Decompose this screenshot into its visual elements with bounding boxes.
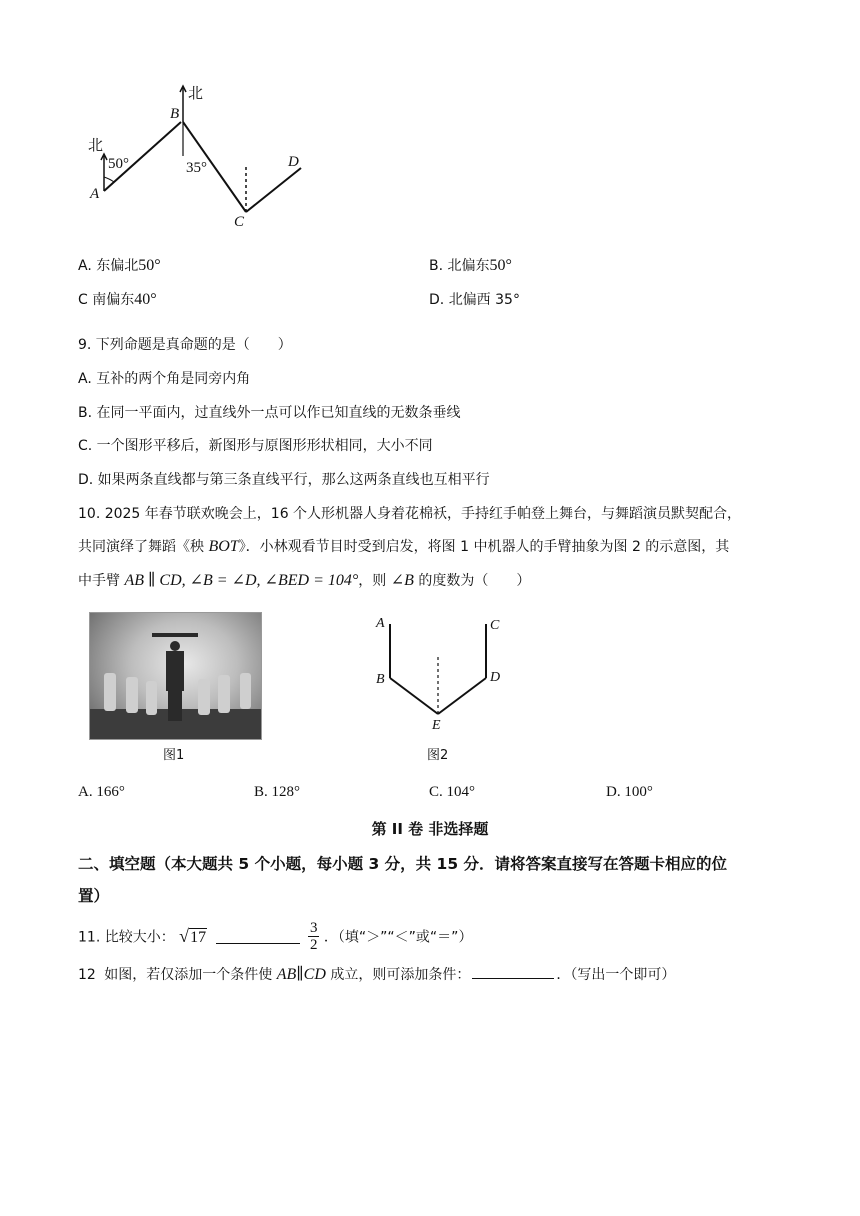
option-letter: C	[78, 292, 88, 308]
q8-option-d[interactable]	[429, 289, 520, 309]
point-label-d: D	[490, 670, 501, 685]
q9-option-d[interactable]: D. 如果两条直线都与第三条直线平行，那么这两条直线也互相平行	[78, 472, 490, 488]
option-letter: A.	[78, 258, 92, 274]
q10-line-3-pre: 中手臂	[78, 573, 125, 589]
fraction	[308, 920, 320, 953]
angle-label-b: 35°	[186, 160, 207, 176]
point-label-c: C	[234, 214, 245, 230]
q12-post: ．（写出一个即可）	[556, 967, 676, 983]
segment-ed	[438, 678, 486, 714]
q10-line-3	[78, 570, 530, 590]
q9-option-c[interactable]: C. 一个图形平移后，新图形与原图形形状相同，大小不同	[78, 438, 433, 454]
q11-pre: 11. 比较大小：	[78, 929, 175, 946]
option-value: 50°	[138, 257, 161, 274]
option-letter: B.	[429, 258, 444, 274]
fraction-numerator: 3	[309, 920, 318, 936]
option-value: 40°	[134, 291, 157, 308]
dancer	[146, 681, 157, 715]
north-label-a: 北	[88, 136, 104, 154]
q10-math-condition: AB ∥ CD, ∠B = ∠D, ∠BED = 104°	[124, 572, 359, 589]
fraction-denominator: 2	[309, 937, 318, 953]
q9-stem: 9. 下列命题是真命题的是（ ）	[78, 337, 292, 353]
north-label-b: 北	[188, 84, 204, 102]
q8-option-c[interactable]	[78, 289, 157, 309]
point-label-b: B	[376, 672, 385, 687]
section-title: 第 II 卷 非选择题	[371, 820, 489, 838]
q10-math-angle-b: ∠B	[390, 572, 414, 589]
sqrt-expression	[179, 926, 207, 947]
angle-label-a: 50°	[108, 156, 129, 172]
q10-line-2	[78, 536, 729, 556]
sqrt-radicand: 17	[190, 929, 207, 946]
segment-be	[390, 678, 438, 714]
q10-line-2-pre: 共同演绎了舞蹈《秧	[78, 539, 209, 555]
q10-line-2-post: 》．小林观看节目时受到启发，将图 1 中机器人的手臂抽象为图 2 的示意图，其	[238, 539, 730, 555]
sqrt-icon: √	[179, 926, 190, 946]
q12-mid: 成立，则可添加条件：	[325, 967, 471, 983]
point-label-d: D	[288, 154, 299, 170]
option-letter: D.	[429, 292, 445, 308]
fill-blank-heading-line-2: 置）	[78, 887, 110, 905]
point-label-e: E	[432, 718, 441, 733]
fig2-caption: 图2	[427, 748, 449, 763]
robot-head	[170, 641, 180, 651]
option-text: 东偏北	[96, 258, 139, 274]
q10-option-c[interactable]: C. 104°	[429, 784, 476, 800]
option-text: 北偏东	[447, 258, 490, 274]
q12-math: AB∥CD	[276, 966, 326, 983]
dancer	[240, 673, 251, 709]
q9-option-b[interactable]: B. 在同一平面内，过直线外一点可以作已知直线的无数条垂线	[78, 405, 461, 421]
q10-option-a[interactable]: A. 166°	[78, 784, 125, 800]
q12-pre: 如图，若仅添加一个条件使	[104, 967, 277, 983]
fill-blank-heading-line-1: 二、填空题（本大题共 5 个小题，每小题 3 分，共 15 分．请将答案直接写在答题卡相应的位	[78, 855, 728, 873]
q11	[78, 920, 472, 954]
option-text: 南偏东	[92, 292, 135, 308]
q10-line-3-post: 的度数为（ ）	[413, 573, 531, 589]
dancer	[126, 677, 138, 713]
q12	[78, 964, 675, 984]
answer-blank[interactable]	[472, 964, 554, 979]
point-label-a: A	[376, 616, 385, 631]
dancer	[198, 679, 210, 715]
direction-figure	[80, 78, 320, 238]
option-text: 北偏西 35°	[448, 292, 520, 308]
q8-option-b[interactable]	[429, 255, 512, 275]
answer-blank[interactable]	[216, 929, 300, 944]
q10-line-1: 10. 2025 年春节联欢晚会上，16 个人形机器人身着花棉袄，手持红手帕登上舞台，与舞蹈演员默契配合，	[78, 506, 742, 522]
point-label-b: B	[170, 106, 180, 122]
q10-math-bot: BOT	[208, 538, 239, 555]
robot-arms	[152, 633, 198, 637]
option-value: 50°	[489, 257, 512, 274]
dancer	[104, 673, 116, 711]
arm-diagram	[370, 612, 510, 742]
robot-legs	[168, 691, 182, 721]
q12-number: 12	[78, 967, 96, 983]
q10-option-d[interactable]: D. 100°	[606, 784, 653, 800]
q8-option-a[interactable]	[78, 255, 161, 275]
point-label-a: A	[90, 186, 100, 202]
robot-dance-photo	[89, 612, 262, 740]
robot-figure	[166, 651, 184, 691]
fig1-caption: 图1	[163, 748, 185, 763]
q10-line-3-mid: ，则	[358, 573, 391, 589]
point-label-c: C	[490, 618, 500, 633]
dancer	[218, 675, 230, 713]
q11-post: ．（填“＞”“＜”或“＝”）	[323, 929, 473, 946]
q9-option-a[interactable]: A. 互补的两个角是同旁内角	[78, 371, 251, 387]
segment-cd	[246, 168, 301, 212]
q10-option-b[interactable]: B. 128°	[254, 784, 301, 800]
angle-arc-a	[104, 177, 114, 182]
